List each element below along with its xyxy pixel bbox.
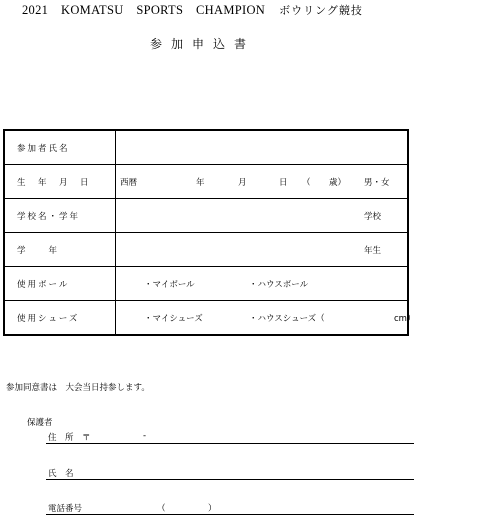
title-event: ボウリング競技 bbox=[279, 4, 363, 17]
form-title bbox=[22, 0, 363, 18]
option-house-ball[interactable]: ・ハウスボール bbox=[249, 279, 309, 290]
age-text: 歳） bbox=[329, 177, 347, 188]
option-my-shoes[interactable]: ・マイシューズ bbox=[144, 313, 203, 324]
phone-label: 電話番号 bbox=[48, 504, 83, 514]
table-row-birthdate bbox=[4, 165, 408, 199]
shoe-size-unit: cm） bbox=[394, 313, 416, 324]
birthdate-field[interactable] bbox=[116, 165, 409, 199]
shoes-field bbox=[116, 301, 416, 336]
era-text: 西暦 bbox=[120, 177, 138, 188]
label-school: 学校名・学年 bbox=[4, 199, 116, 233]
table-row-shoes bbox=[4, 301, 408, 336]
label-grade: 学 年 bbox=[4, 233, 116, 267]
grade-field[interactable] bbox=[116, 233, 409, 267]
label-ball: 使用ボール bbox=[4, 267, 116, 301]
day-text: 日 bbox=[279, 177, 288, 188]
table-row-ball bbox=[4, 267, 408, 301]
school-suffix: 学校 bbox=[364, 211, 382, 222]
ball-field bbox=[116, 267, 409, 301]
table-row-grade bbox=[4, 233, 408, 267]
consent-note: 参加同意書は 大会当日持参します。 bbox=[6, 383, 150, 393]
year-text: 年 bbox=[196, 177, 205, 188]
address-line[interactable] bbox=[46, 443, 414, 444]
label-birthdate: 生 年 月 日 bbox=[4, 165, 116, 199]
age-open-paren: （ bbox=[302, 177, 311, 188]
table-row-name bbox=[4, 130, 408, 165]
label-shoes: 使用シューズ bbox=[4, 301, 116, 336]
gender-text: 男・女 bbox=[364, 177, 390, 188]
guardian-name-label: 氏 名 bbox=[48, 469, 74, 479]
participant-name-field[interactable] bbox=[116, 130, 409, 165]
application-table bbox=[3, 129, 416, 336]
option-my-ball[interactable]: ・マイボール bbox=[144, 279, 195, 290]
phone-parens: （ ） bbox=[157, 504, 217, 514]
label-participant-name: 参加者氏名 bbox=[4, 130, 116, 165]
school-field[interactable] bbox=[116, 199, 409, 233]
form-subtitle: 参加申込書 bbox=[150, 37, 256, 51]
title-main: 2021 KOMATSU SPORTS CHAMPION bbox=[22, 3, 266, 17]
phone-line[interactable] bbox=[46, 514, 414, 515]
address-dash: - bbox=[143, 431, 147, 441]
grade-suffix: 年生 bbox=[364, 245, 382, 256]
address-label: 住 所 〒 bbox=[48, 433, 91, 443]
month-text: 月 bbox=[238, 177, 247, 188]
option-house-shoes[interactable]: ・ハウスシューズ（ bbox=[249, 313, 325, 324]
guardian-label: 保護者 bbox=[27, 418, 53, 428]
guardian-name-line[interactable] bbox=[46, 479, 414, 480]
table-row-school bbox=[4, 199, 408, 233]
